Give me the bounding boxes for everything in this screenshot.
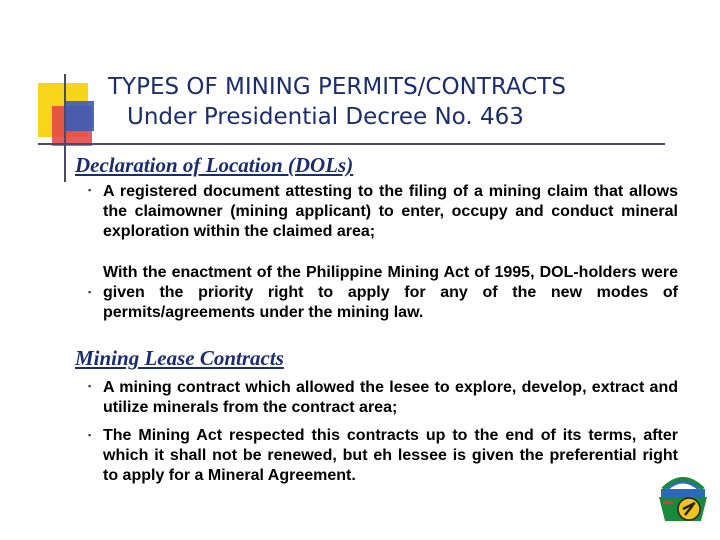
bullet-marker: ▪ (88, 381, 92, 391)
bullet-marker: ▪ (88, 185, 92, 195)
denr-logo-icon (655, 467, 711, 532)
vertical-rule (64, 74, 66, 182)
bullet-marker: ▪ (88, 287, 92, 297)
section-heading-mining-lease: Mining Lease Contracts (75, 346, 284, 370)
bullet-text: The Mining Act respected this contracts up to the end of its terms, after which it shall not be renewed, but eh lessee is given the preferential right to apply for a Mineral Agreement. (103, 427, 678, 484)
bullet-marker: ▪ (88, 430, 92, 440)
bullet-text: A registered document attesting to the filing of a mining claim that allows the claimowner (mining applicant) to enter, occupy and conduct mineral exploration within the claimed area; (103, 183, 678, 240)
bullet-text: A mining contract which allowed the lesee to explore, develop, extract and utilize minerals from the contract area; (103, 379, 678, 416)
bullet-text: With the enactment of the Philippine Mining Act of 1995, DOL-holders were given the priority right to apply for any of the new modes of permits/agreements under the mining law. (103, 264, 678, 321)
horizontal-rule (38, 143, 665, 145)
blue-square (66, 101, 94, 131)
title-line-1: TYPES OF MINING PERMITS/CONTRACTS (108, 74, 566, 100)
title-line-2: Under Presidential Decree No. 463 (127, 104, 524, 130)
slide-title (100, 72, 660, 132)
section-heading-dols: Declaration of Location (DOLs) (75, 153, 354, 177)
